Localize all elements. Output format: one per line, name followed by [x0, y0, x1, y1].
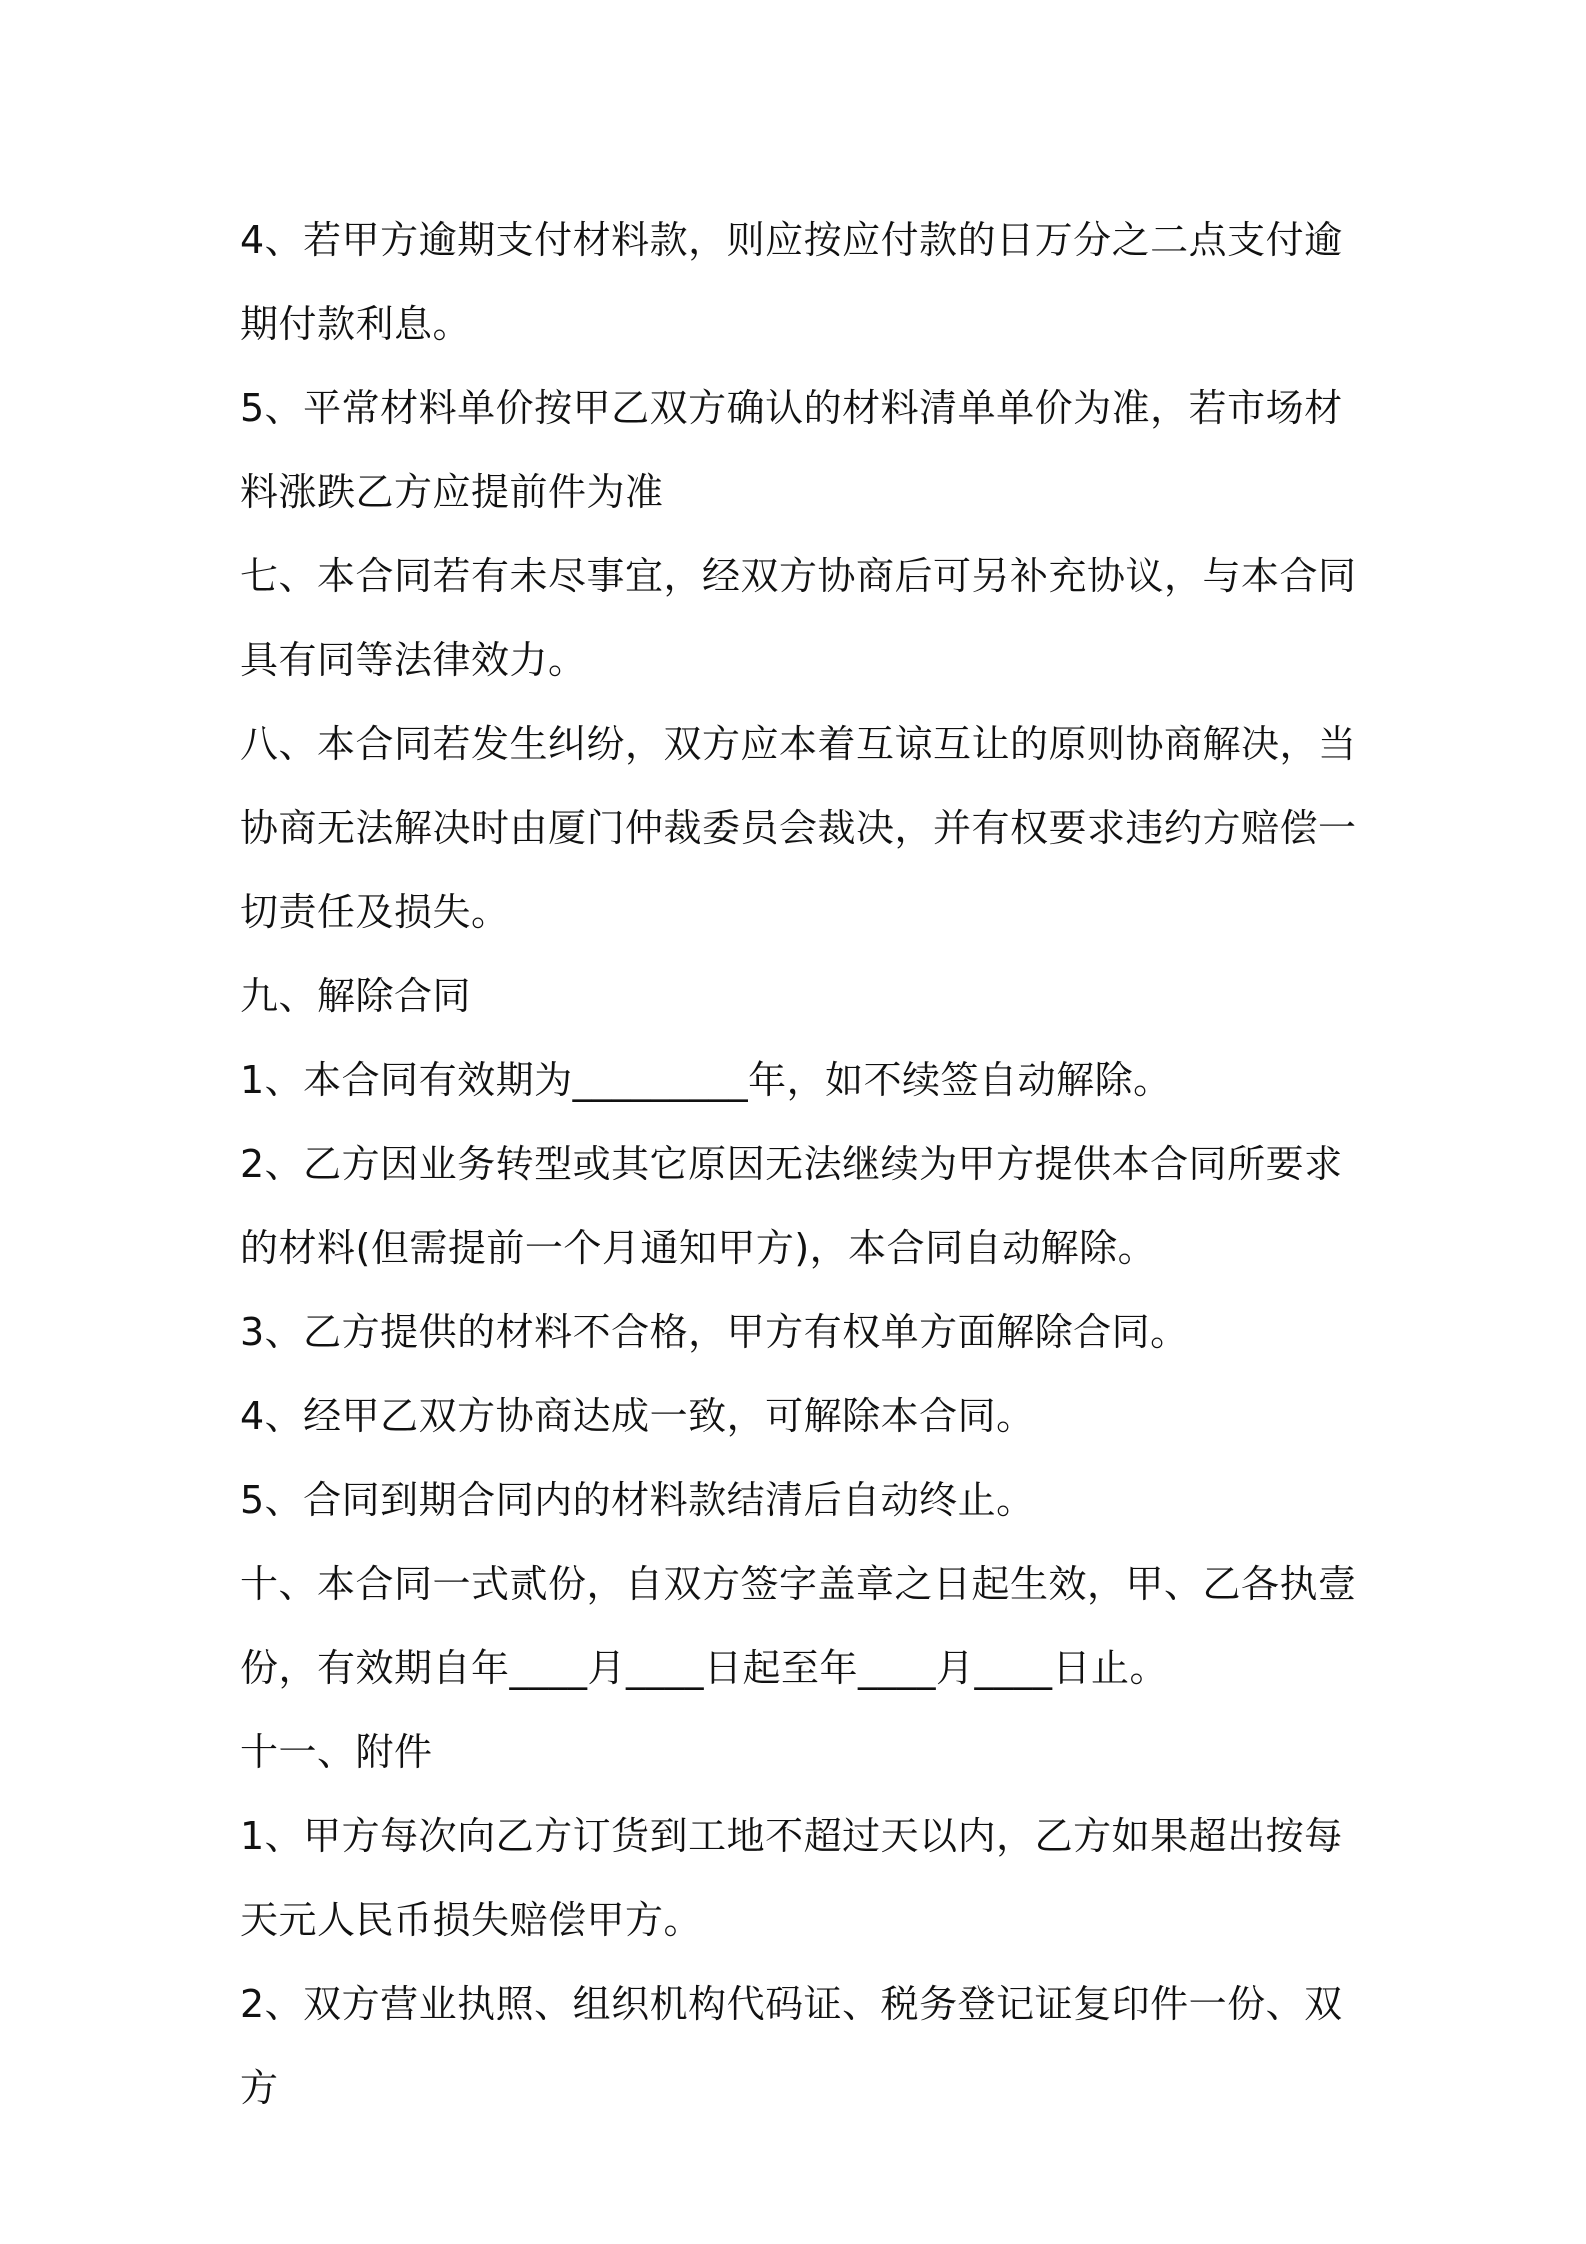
clause-9-5-expiry: 5、合同到期合同内的材料款结清后自动终止。 — [240, 1478, 1035, 1522]
clause-9-1-term: 1、本合同有效期为_________年，如不续签自动解除。 — [240, 1058, 1172, 1102]
section-11-heading: 十一、附件 — [240, 1730, 433, 1774]
clause-8-disputes: 八、本合同若发生纠纷，双方应本着互谅互让的原则协商解决，当协商无法解决时由厦门仲裁委员会裁决，并有权要求违约方赔偿一切责任及损失。 — [240, 722, 1357, 934]
clause-9-4-mutual: 4、经甲乙双方协商达成一致，可解除本合同。 — [240, 1394, 1035, 1438]
clause-11-2-licenses: 2、双方营业执照、组织机构代码证、税务登记证复印件一份、双方 — [240, 1982, 1343, 2110]
clause-7-supplement: 七、本合同若有未尽事宜，经双方协商后可另补充协议，与本合同具有同等法律效力。 — [240, 554, 1357, 682]
clause-11-1-delivery: 1、甲方每次向乙方订货到工地不超过天以内，乙方如果超出按每天元人民币损失赔偿甲方。 — [240, 1814, 1343, 1942]
clause-5-unit-price: 5、平常材料单价按甲乙双方确认的材料清单单价为准，若市场材料涨跌乙方应提前件为准 — [240, 386, 1343, 514]
clause-9-2-termination: 2、乙方因业务转型或其它原因无法继续为甲方提供本合同所要求的材料(但需提前一个月通知甲方)，本合同自动解除。 — [240, 1142, 1343, 1270]
clause-10-copies: 十、本合同一式贰份，自双方签字盖章之日起生效，甲、乙各执壹份，有效期自年____月____日起至年____月____日止。 — [240, 1562, 1357, 1690]
clause-4-late-payment: 4、若甲方逾期支付材料款，则应按应付款的日万分之二点支付逾期付款利息。 — [240, 218, 1343, 346]
section-9-heading: 九、解除合同 — [240, 974, 472, 1018]
clause-9-3-unqualified: 3、乙方提供的材料不合格，甲方有权单方面解除合同。 — [240, 1310, 1189, 1354]
document-body — [240, 198, 1360, 2130]
